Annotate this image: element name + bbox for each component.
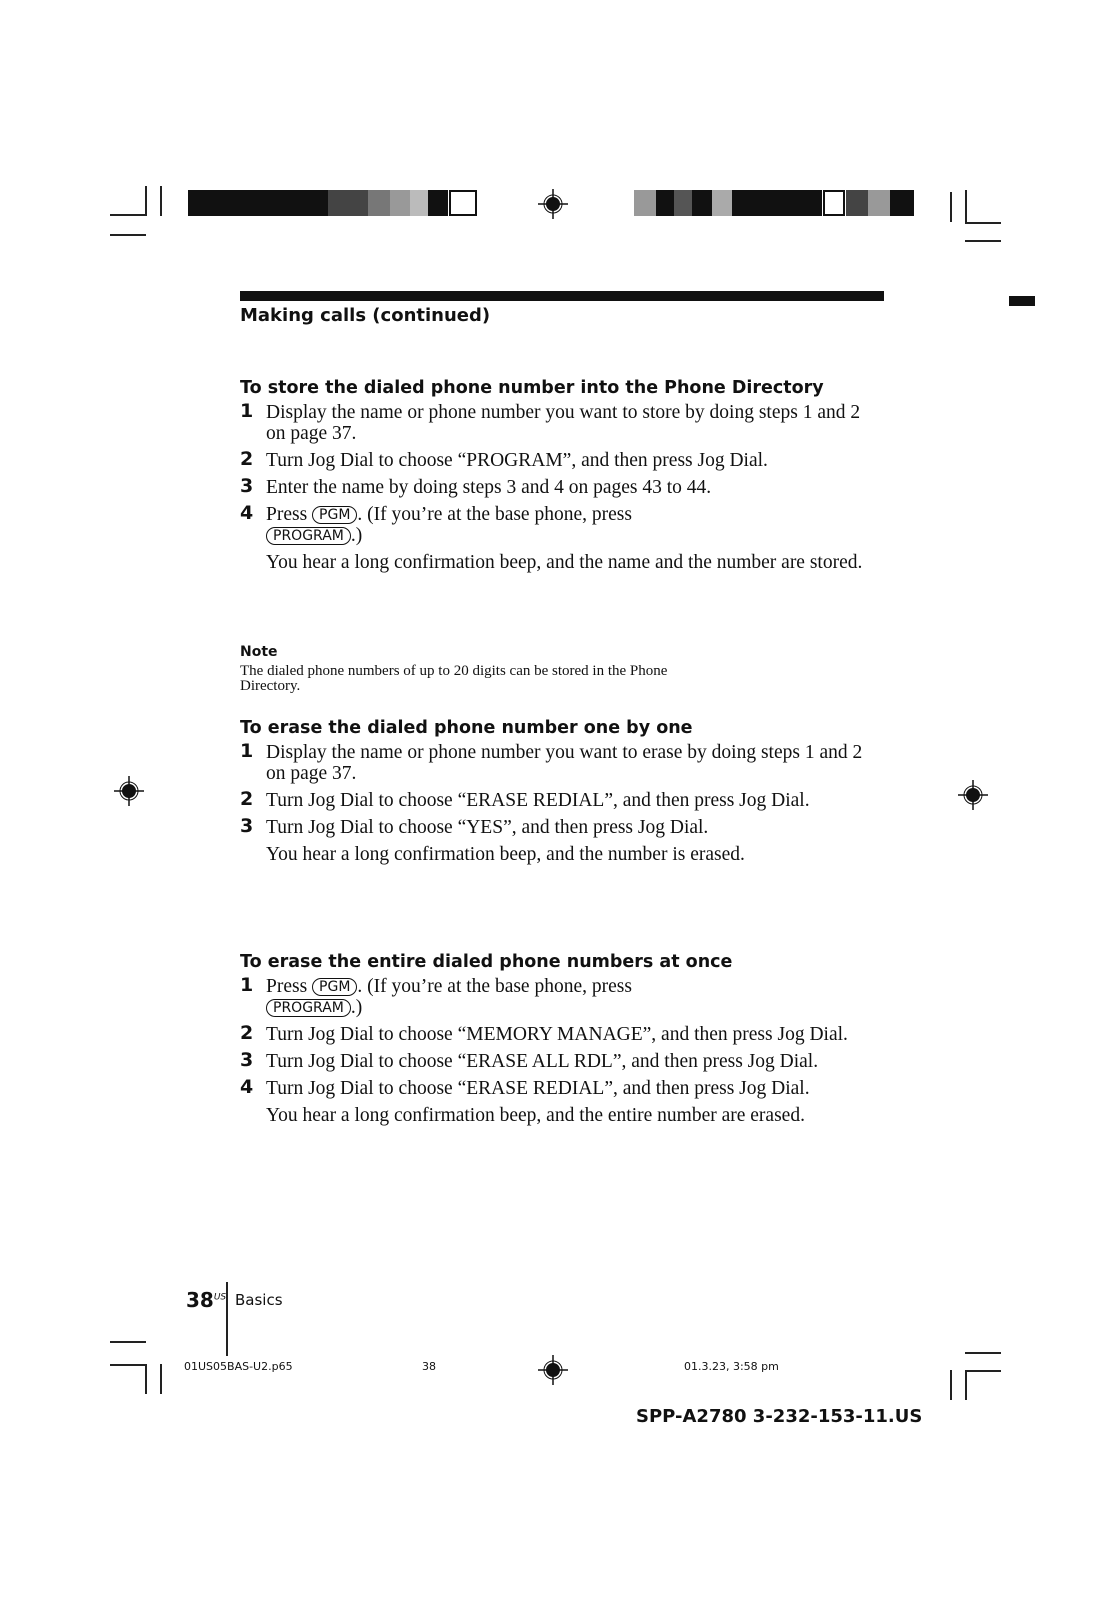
page-number-value: 38 <box>186 1288 214 1312</box>
step-number: 3 <box>240 815 254 837</box>
crop-mark <box>965 1370 1001 1372</box>
program-key-icon: PROGRAM <box>266 999 351 1017</box>
step-text-post: .) <box>350 525 363 546</box>
crop-mark <box>950 192 952 222</box>
step-number: 3 <box>240 1049 254 1071</box>
step-number: 3 <box>240 475 254 497</box>
tone-bar-right <box>634 190 924 216</box>
step-text: Turn Jog Dial to choose “ERASE REDIAL”, and then press Jog Dial. <box>266 790 810 811</box>
slug-page: 38 <box>422 1360 436 1373</box>
step <box>240 504 880 546</box>
section-name: Basics <box>235 1291 283 1309</box>
slug-file: 01US05BAS-U2.p65 <box>184 1360 293 1373</box>
folio-divider <box>226 1282 228 1356</box>
step <box>240 477 880 498</box>
header-rule <box>240 291 884 301</box>
crop-mark <box>110 234 146 236</box>
model-code: SPP-A2780 3-232-153-11.US <box>636 1406 923 1427</box>
step-number: 2 <box>240 788 254 810</box>
registration-mark-icon <box>114 776 144 806</box>
crop-mark <box>965 222 1001 224</box>
step <box>240 976 880 1018</box>
crop-mark <box>160 186 162 216</box>
page-number <box>186 1288 226 1312</box>
crop-mark <box>965 190 967 224</box>
crop-mark <box>110 1341 146 1343</box>
note-title: Note <box>240 644 278 660</box>
step-number: 2 <box>240 1022 254 1044</box>
step-number: 1 <box>240 400 254 422</box>
step-text-pre: Press <box>266 976 308 997</box>
step <box>240 450 880 471</box>
crop-mark <box>110 214 146 216</box>
step <box>240 790 880 811</box>
crop-mark <box>145 1364 147 1394</box>
step <box>240 1078 880 1099</box>
crop-mark <box>965 1352 1001 1354</box>
step-result: You hear a long confirmation beep, and the number is erased. <box>266 844 745 865</box>
section-erase-all <box>240 952 880 1126</box>
step <box>240 1024 880 1045</box>
step-result: You hear a long confirmation beep, and the entire number are erased. <box>266 1105 805 1126</box>
step-text-post: .) <box>350 997 363 1018</box>
section-erase-one <box>240 718 880 865</box>
step-number: 2 <box>240 448 254 470</box>
crop-mark <box>160 1364 162 1394</box>
crop-mark <box>965 1370 967 1400</box>
section-title: To erase the dialed phone number one by one <box>240 718 693 738</box>
step-text: Turn Jog Dial to choose “ERASE REDIAL”, and then press Jog Dial. <box>266 1078 810 1099</box>
crop-mark <box>145 186 147 216</box>
step-number: 1 <box>240 974 254 996</box>
section-title: To store the dialed phone number into the Phone Directory <box>240 378 824 398</box>
step <box>240 1051 880 1072</box>
step-text: Turn Jog Dial to choose “YES”, and then press Jog Dial. <box>266 817 709 838</box>
step-number: 4 <box>240 1076 254 1098</box>
step-text-mid: . (If you’re at the base phone, press <box>357 976 632 997</box>
step <box>240 402 880 444</box>
slug-date: 01.3.23, 3:58 pm <box>684 1360 779 1373</box>
tone-bar-left <box>188 190 478 216</box>
crop-mark <box>965 240 1001 242</box>
step-text: Turn Jog Dial to choose “MEMORY MANAGE”, and then press Jog Dial. <box>266 1024 848 1045</box>
crop-mark <box>110 1364 146 1366</box>
step-result: You hear a long confirmation beep, and the name and the number are stored. <box>266 552 863 573</box>
step-text: Display the name or phone number you want to erase by doing steps 1 and 2 on page 37. <box>266 742 863 784</box>
step-text: Turn Jog Dial to choose “PROGRAM”, and then press Jog Dial. <box>266 450 768 471</box>
pgm-key-icon: PGM <box>312 506 357 524</box>
note <box>240 644 710 694</box>
page-number-suffix: US <box>213 1292 227 1303</box>
crop-mark <box>950 1370 952 1400</box>
registration-mark-icon <box>538 1355 568 1385</box>
section-title: To erase the entire dialed phone numbers at once <box>240 952 733 972</box>
step-number: 4 <box>240 502 254 524</box>
step-text-pre: Press <box>266 504 308 525</box>
registration-mark-icon <box>958 780 988 810</box>
step-text: Display the name or phone number you want to store by doing steps 1 and 2 on page 37. <box>266 402 861 444</box>
step <box>240 817 880 838</box>
running-head: Making calls (continued) <box>240 305 491 326</box>
pgm-key-icon: PGM <box>312 978 357 996</box>
step-text-mid: . (If you’re at the base phone, press <box>357 504 632 525</box>
step-text: Turn Jog Dial to choose “ERASE ALL RDL”, and then press Jog Dial. <box>266 1051 819 1072</box>
thumb-tab <box>1009 296 1035 306</box>
step-text: Enter the name by doing steps 3 and 4 on pages 43 to 44. <box>266 477 712 498</box>
program-key-icon: PROGRAM <box>266 527 351 545</box>
note-text: The dialed phone numbers of up to 20 digits can be stored in the Phone Directory. <box>240 663 668 694</box>
registration-mark-icon <box>538 189 568 219</box>
section-store <box>240 378 880 573</box>
step <box>240 742 880 784</box>
step-number: 1 <box>240 740 254 762</box>
